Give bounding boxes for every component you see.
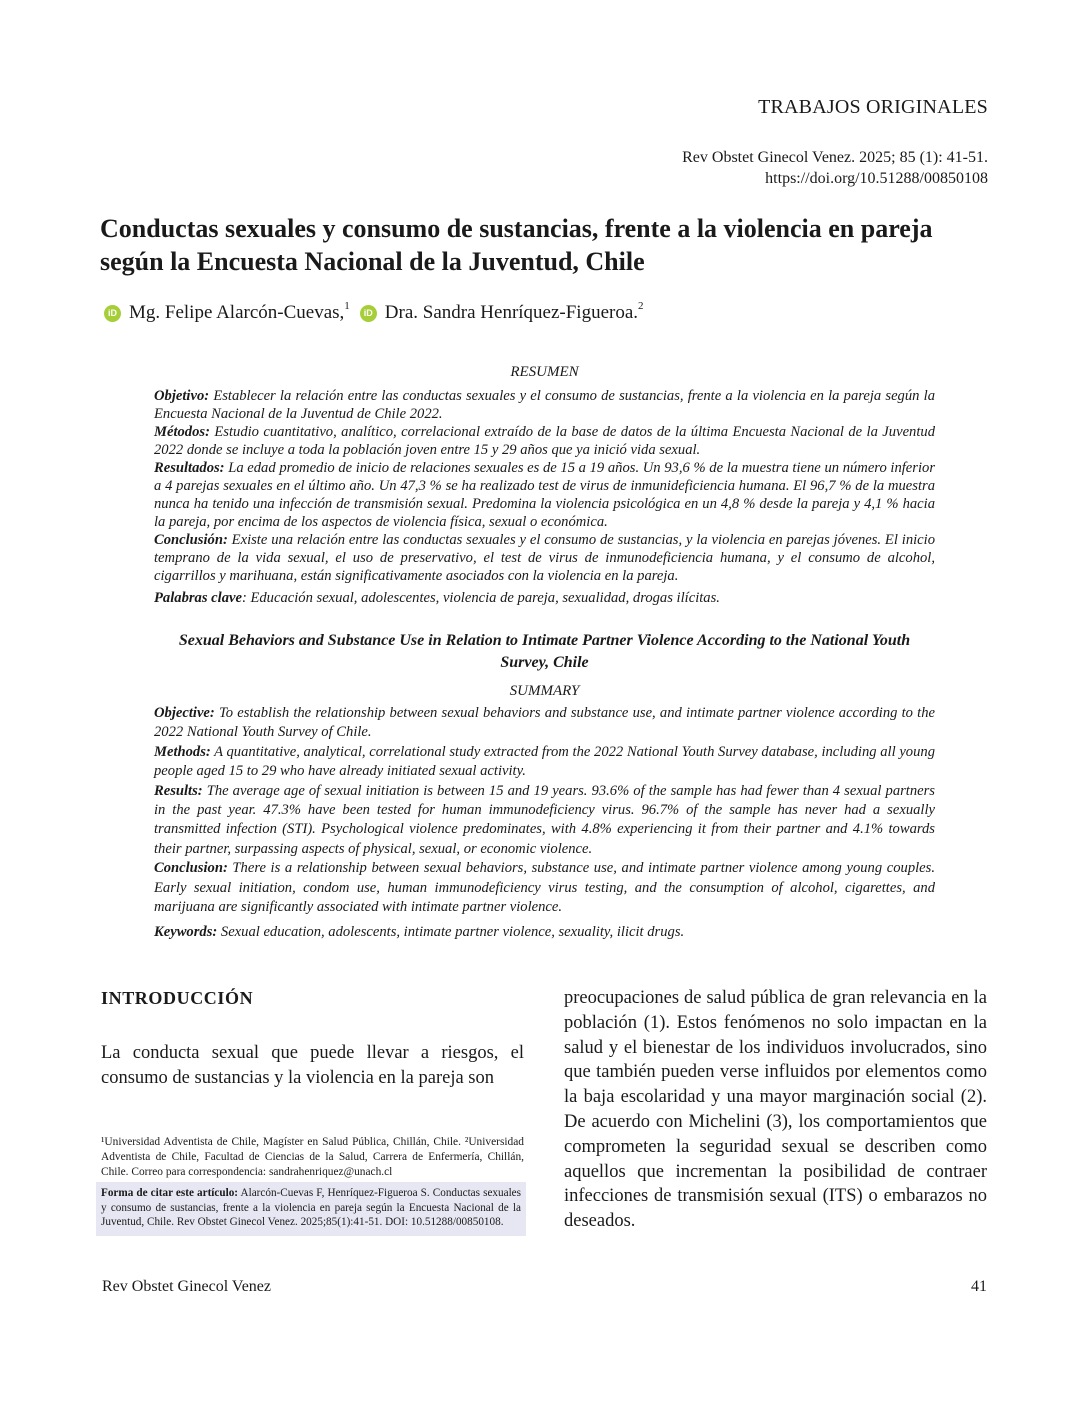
cite-label: Forma de citar este artículo: — [101, 1187, 239, 1199]
section-label: TRABAJOS ORIGINALES — [758, 96, 988, 118]
label: Methods: — [154, 743, 211, 760]
resumen-resultados — [154, 459, 935, 531]
summary-methods — [154, 743, 935, 782]
label: Results: — [154, 782, 203, 799]
text: Establecer la relación entre las conductas sexuales y el consumo de sustancias, frente a la violencia en la pareja según la Encuesta Nacional de la Juventud de Chile 2022. — [154, 388, 935, 422]
author-1 — [129, 302, 350, 324]
citation-box — [96, 1182, 526, 1236]
footer-journal: Rev Obstet Ginecol Venez — [102, 1278, 271, 1295]
label: Palabras clave — [154, 590, 242, 606]
author-name: Mg. Felipe Alarcón-Cuevas, — [129, 302, 345, 323]
author-name: Dra. Sandra Henríquez-Figueroa. — [384, 302, 639, 323]
summary-objective — [154, 704, 935, 743]
text: Estudio cuantitativo, analítico, correlacional extraído de la base de datos de la última Encuesta Nacional de la Juventud 2022 donde se incluye a toda la población joven entre 15 y 29 años que ya inició vida sexual. — [154, 424, 935, 458]
label: Objective: — [154, 705, 215, 721]
text: Sexual education, adolescents, intimate partner violence, sexuality, ilicit drugs. — [217, 924, 685, 940]
affiliations-footnote: ¹Universidad Adventista de Chile, Magíster en Salud Pública, Chillán, Chile. ²Universidad Adventista de Chile, Facultad de Ciencias de la Salud, Carrera de Enfermería, Chillán, Chile. Correo para correspondencia: sandrahenriquez@unach.cl — [101, 1136, 524, 1178]
resumen-objetivo — [154, 387, 935, 423]
label: Métodos: — [154, 424, 210, 440]
text: : Educación sexual, adolescentes, violencia de pareja, sexualidad, drogas ilícitas. — [241, 590, 720, 606]
doi-link[interactable]: https://doi.org/10.51288/00850108 — [765, 170, 988, 187]
text: La edad promedio de inicio de relaciones sexuales es de 15 a 19 años. Un 93,6 % de la muestra tiene un número inferior a 4 parejas sexuales en el último año. Un 47,3 % se ha realizado test de virus de inmunideficiencia humana. El 96,7 % de la muestra nunca ha tenido una infección de transmisión sexual. Predomina la violencia psicológica en un 4,8 % desde la pareja y 4,1 % hacia la pareja, por encima de los aspectos de violencia física, sexual o económica. — [154, 460, 935, 530]
article-title: Conductas sexuales y consumo de sustancias, frente a la violencia en pareja según la Encuesta Nacional de la Juventud, Chile — [100, 214, 933, 276]
text: There is a relationship between sexual behaviors, substance use, and intimate partner violence among young couples. Early sexual initiation, condom use, human immunodeficiency virus testing, and the consumption of alcohol, cigarettes, and marijuana are significantly associated with intimate partner violence. — [154, 860, 935, 916]
affiliation-mark: 2 — [638, 300, 644, 312]
author-list — [104, 302, 644, 324]
label: Keywords: — [154, 924, 218, 940]
intro-left-column: La conducta sexual que puede llevar a riesgos, el consumo de sustancias y la violencia en la pareja son — [101, 1043, 524, 1088]
page-number: 41 — [971, 1278, 987, 1295]
citation-line: Rev Obstet Ginecol Venez. 2025; 85 (1): 41-51. — [682, 149, 988, 166]
keywords — [154, 923, 935, 941]
summary-conclusion — [154, 859, 935, 917]
text: A quantitative, analytical, correlational study extracted from the 2022 National Youth Survey database, including all young people aged 15 to 29 who have already initiated sexual activity. — [154, 743, 935, 780]
palabras-clave — [154, 589, 935, 607]
text: To establish the relationship between sexual behaviors and substance use, and intimate partner violence according to the 2022 National Youth Survey of Chile. — [154, 705, 935, 741]
summary-results — [154, 782, 935, 860]
summary-body — [154, 704, 935, 917]
english-title: Sexual Behaviors and Substance Use in Relation to Intimate Partner Violence According to the National Youth Survey, Chile — [178, 632, 911, 671]
resumen-metodos — [154, 423, 935, 459]
intro-heading: INTRODUCCIÓN — [101, 988, 254, 1008]
label: Conclusion: — [154, 860, 228, 877]
author-2 — [385, 302, 644, 324]
intro-right-column: preocupaciones de salud pública de gran relevancia en la población (1). Estos fenómenos no solo impactan en la salud y el bienestar de los individuos involucrados, sino que también pueden verse influidos por elementos como la baja escolaridad y una mayor marginación social (2). De acuerdo con Michelini (3), los comportamientos que comprometen la seguridad sexual se describen como aquellos que incrementan la posibilidad de contraer infecciones de transmisión sexual (ITS) o embarazos no deseados. — [564, 988, 987, 1232]
label: Objetivo: — [154, 388, 210, 404]
text: Existe una relación entre las conductas sexuales y el consumo de sustancias, y la violencia en parejas jóvenes. El inicio temprano de la vida sexual, el uso de preservativo, el test de virus de inmunodeficiencia humana, y el consumo de alcohol, cigarrillos y marihuana, están significativamente asociados con la violencia en la pareja. — [154, 532, 935, 584]
journal-citation — [682, 147, 988, 189]
resumen-conclusion — [154, 531, 935, 585]
orcid-icon[interactable]: iD — [360, 305, 377, 322]
summary-heading: SUMMARY — [509, 683, 580, 699]
text: The average age of sexual initiation is between 15 and 19 years. 93.6% of the sample has had fewer than 4 sexual partners in the past year. 47.3% have been tested for human immunodeficiency virus. 96.7% of the sample has never had a sexually transmitted infection (STI). Psychological violence predominates, with 4.8% experiencing it from their partner and 4.1% towards their partner, surpassing aspects of physical, sexual, or economic violence. — [154, 782, 935, 857]
orcid-icon[interactable]: iD — [104, 305, 121, 322]
resumen-heading: RESUMEN — [510, 364, 579, 380]
cite-text: Alarcón-Cuevas F, Henríquez-Figueroa S. Conductas sexuales y consumo de sustancias, frente a la violencia en pareja según la Encuesta Nacional de la Juventud, Chile. Rev Obstet Ginecol Venez. 2025;85(1):41-51. DOI: 10.51288/00850108. — [101, 1187, 521, 1229]
affiliation-mark: 1 — [344, 300, 350, 312]
label: Conclusión: — [154, 532, 228, 548]
label: Resultados: — [154, 460, 225, 476]
resumen-body — [154, 387, 935, 585]
